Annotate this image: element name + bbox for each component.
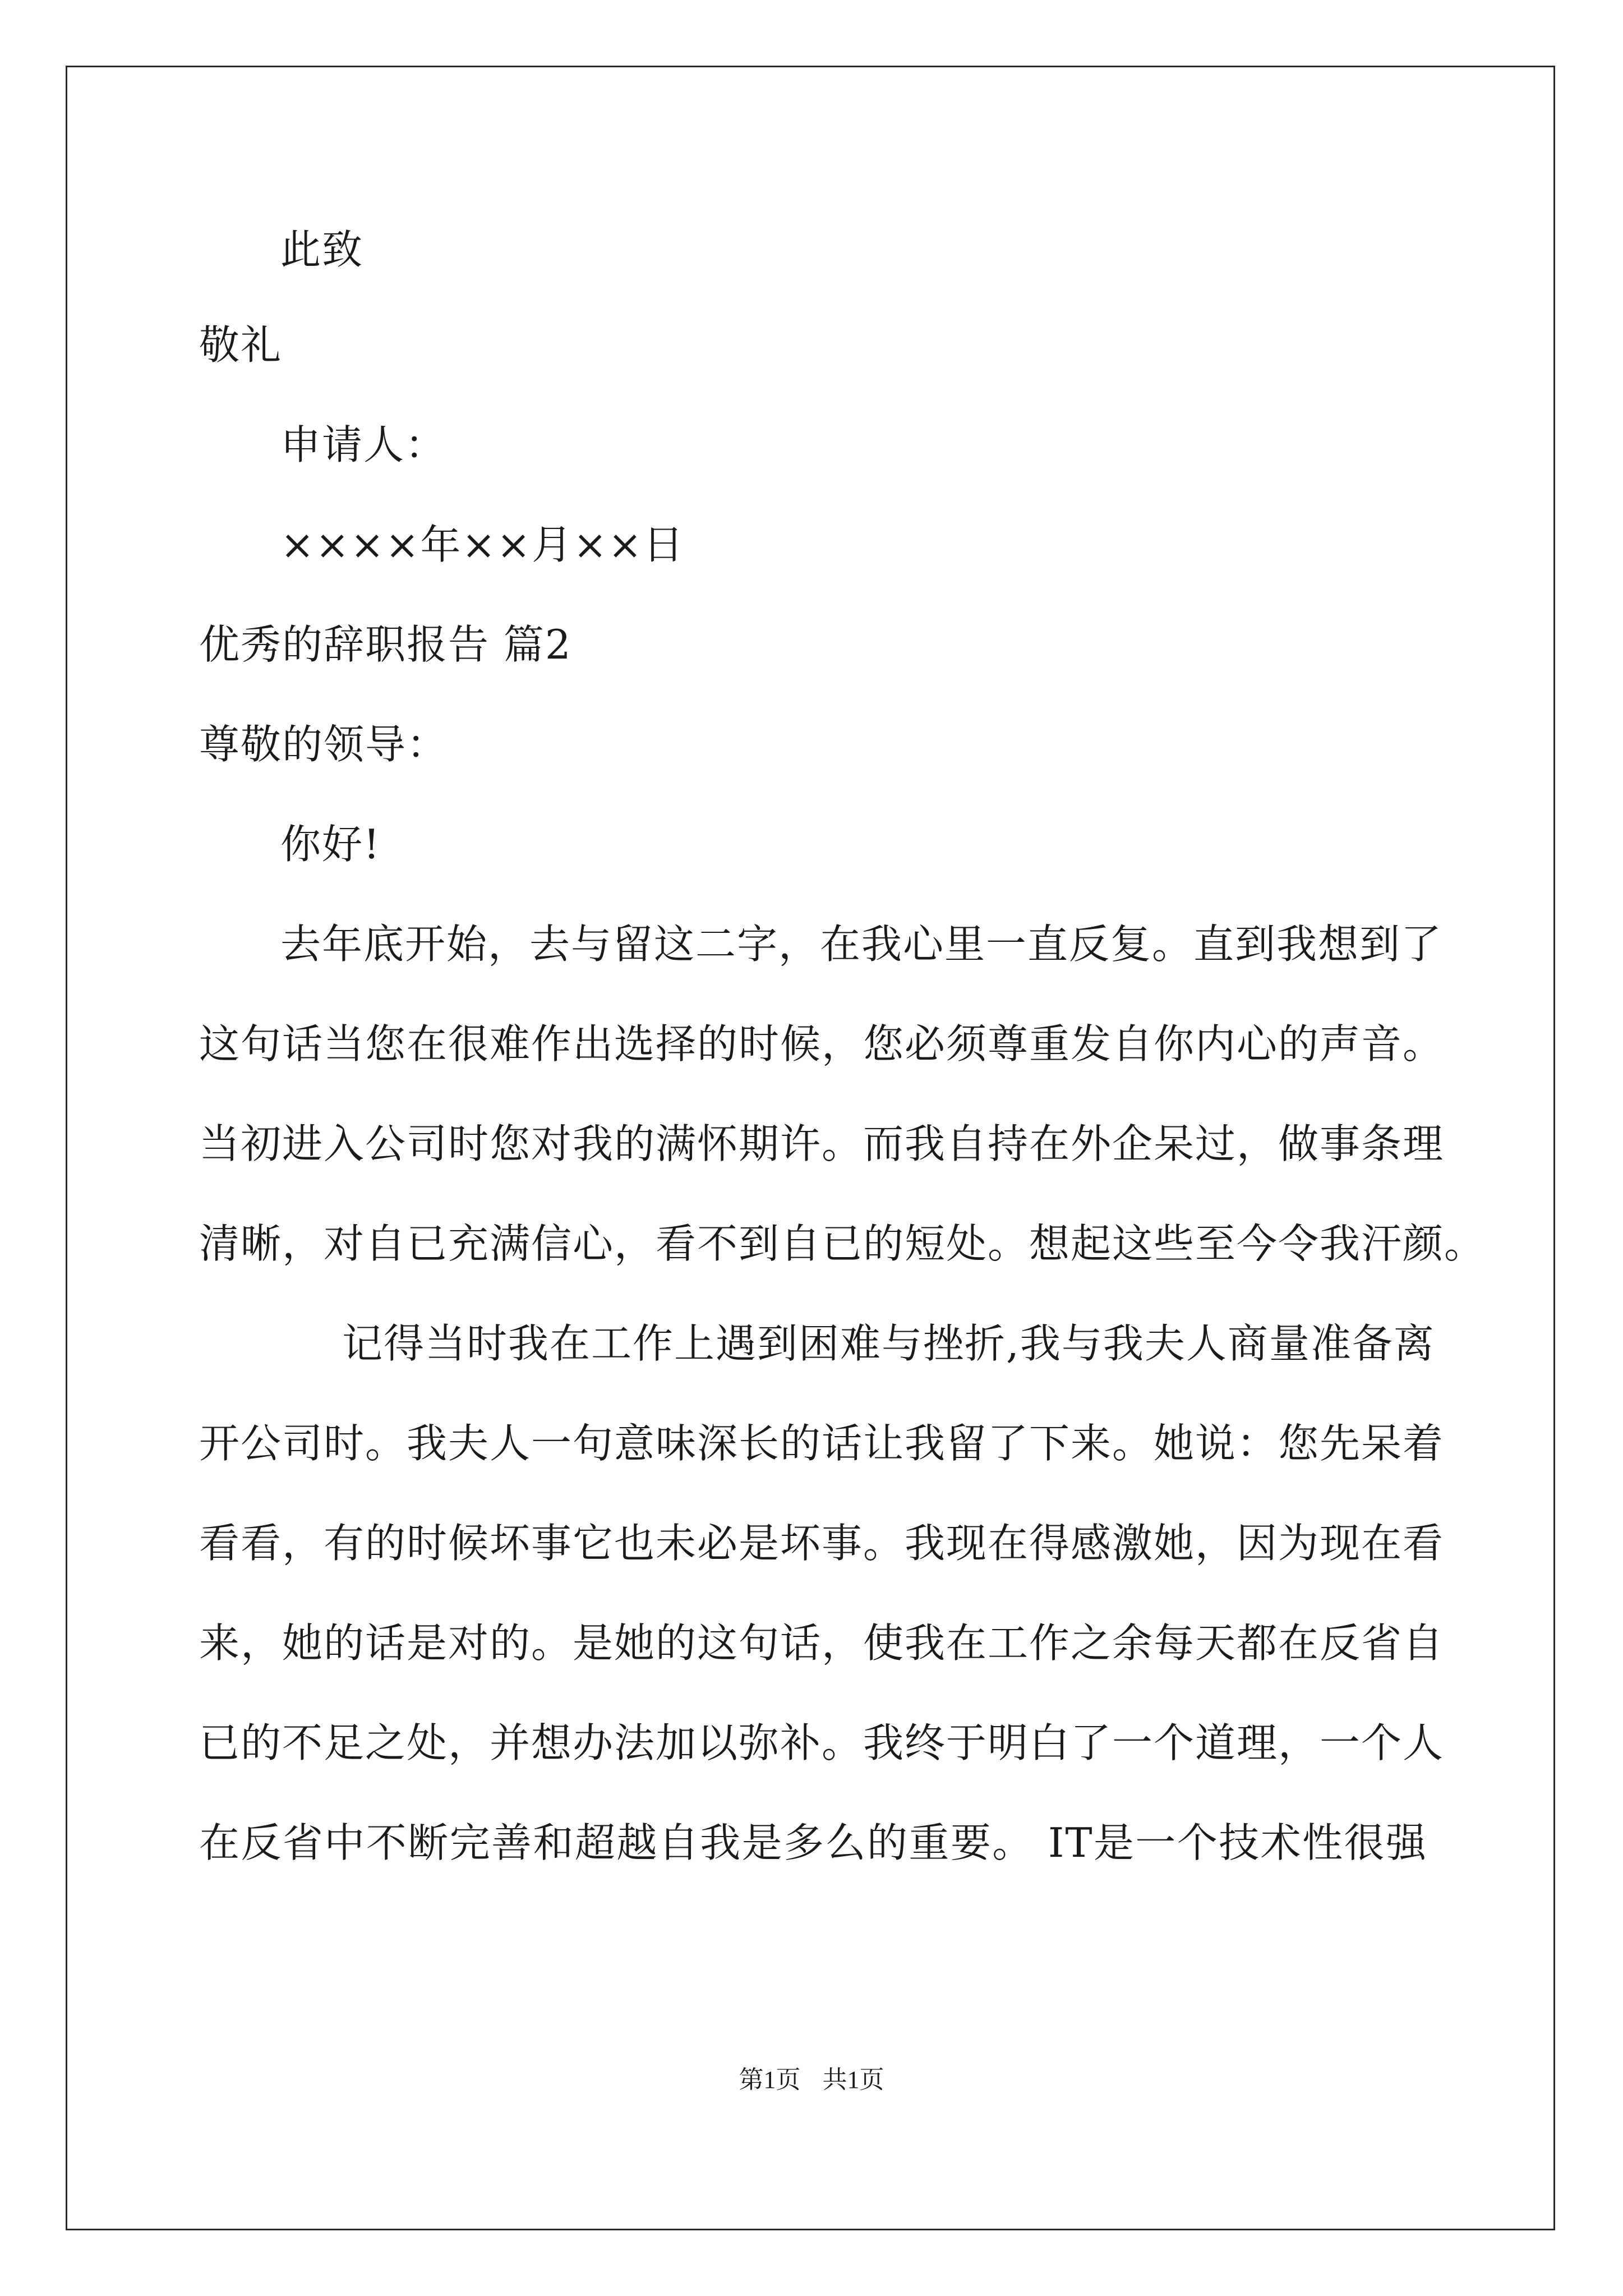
body-paragraph-line: 在反省中不断完善和超越自我是多么的重要。 IT是一个技术性很强	[199, 1819, 1427, 1866]
body-paragraph-line: 开公司时。我夫人一句意味深长的话让我留了下来。她说：您先呆着	[199, 1420, 1445, 1467]
body-paragraph-line: 清晰，对自已充满信心，看不到自已的短处。想起这些至今令我汗颜。	[199, 1220, 1486, 1267]
hello-line: 你好!	[280, 821, 381, 868]
body-paragraph-line: 这句话当您在很难作出选择的时候，您必须尊重发自你内心的声音。	[199, 1020, 1445, 1068]
body-paragraph-line: 看看，有的时候坏事它也未必是坏事。我现在得感激她，因为现在看	[199, 1520, 1445, 1567]
page-footer	[0, 2064, 1623, 2096]
page-number: 第1页	[739, 2066, 801, 2093]
body-paragraph-line: 去年底开始，去与留这二字，在我心里一直反复。直到我想到了	[280, 921, 1443, 968]
body-paragraph-line: 记得当时我在工作上遇到困难与挫折,我与我夫人商量准备离	[342, 1320, 1435, 1367]
body-paragraph-line: 当初进入公司时您对我的满怀期许。而我自持在外企呆过，做事条理	[199, 1120, 1445, 1167]
page-total: 共1页	[822, 2066, 884, 2093]
section-heading: 优秀的辞职报告 篇2	[199, 621, 572, 668]
salutation-closing: 敬礼	[199, 321, 283, 369]
applicant-label: 申请人：	[280, 421, 447, 468]
date-line: ××××年××月××日	[280, 521, 685, 568]
body-paragraph-line: 来，她的话是对的。是她的这句话，使我在工作之余每天都在反省自	[199, 1619, 1445, 1667]
body-paragraph-line: 已的不足之处，并想办法加以弥补。我终于明白了一个道理，一个人	[199, 1719, 1445, 1766]
closing-phrase: 此致	[280, 226, 364, 273]
recipient-greeting: 尊敬的领导：	[199, 721, 449, 768]
